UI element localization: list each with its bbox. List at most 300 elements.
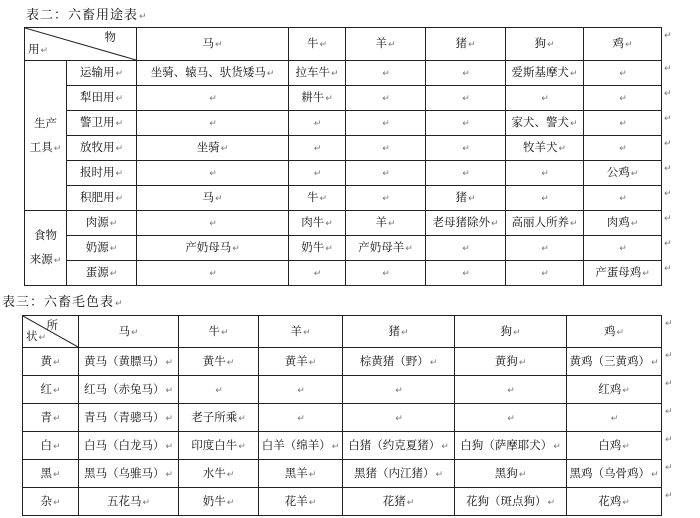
paragraph-mark: ↵ [226,357,235,368]
paragraph-mark: ↵ [52,497,61,508]
value-cell [584,211,662,236]
cell-text: 奶牛 [301,240,325,254]
header-row [23,316,662,348]
cell-text: 鸡 [612,36,624,50]
paragraph-mark: ↵ [622,441,630,452]
value-cell [259,488,343,516]
paragraph-mark: ↵ [52,441,61,452]
paragraph-mark: ↵ [115,169,124,179]
row-end-paragraph-mark: ↵ [665,319,673,329]
value-cell [584,236,662,261]
paragraph-mark: ↵ [382,194,390,204]
corner-top-label: 物 [104,30,116,44]
paragraph-mark: ↵ [518,357,527,368]
paragraph-mark: ↵ [209,169,217,179]
table-row [23,432,662,460]
paragraph-mark: ↵ [238,413,246,424]
animal-header-牛 [179,316,259,348]
value-cell [289,136,346,161]
table-row [25,261,662,286]
cell-text: 五花马 [106,493,142,508]
cell-text: 水牛 [202,465,226,480]
cell-text: 牛 [208,323,220,338]
row-end-paragraph-mark: ↵ [664,164,672,174]
paragraph-mark: ↵ [462,94,470,104]
value-cell [584,61,662,86]
value-cell [584,161,662,186]
value-cell [426,86,506,111]
category-line: 生产 [34,115,57,130]
value-cell [426,261,506,286]
paragraph-mark: ↵ [541,94,549,104]
paragraph-mark: ↵ [395,413,403,424]
color-label-cell [23,488,79,516]
value-cell [567,404,662,432]
value-cell [426,61,506,86]
cell-text: 公鸡 [606,165,630,179]
value-cell [455,488,567,516]
cell-text: 棕黄猪（野） [359,353,429,368]
value-cell [179,376,259,404]
paragraph-mark: ↵ [165,413,174,424]
paragraph-mark: ↵ [512,327,521,338]
cell-text: 高丽人所养 [511,215,569,229]
paragraph-mark: ↵ [308,469,317,480]
paragraph-mark: ↵ [541,244,549,254]
paragraph-mark: ↵ [130,327,139,338]
paragraph-mark: ↵ [624,40,633,50]
value-cell [567,488,662,516]
cell-text: 猪 [388,323,400,338]
paragraph-mark: ↵ [558,144,567,154]
paragraph-mark: ↵ [52,469,61,480]
table-row [25,236,662,261]
paragraph-mark: ↵ [325,219,333,229]
row-end-paragraph-mark: ↵ [664,64,672,74]
cell-text: 爱斯基摩犬 [511,65,569,79]
value-cell [426,161,506,186]
value-cell [179,432,259,460]
cell-text: 白羊（绵羊） [261,437,331,452]
cell-text: 坐骑、辕马、驮货矮马 [150,65,266,79]
paragraph-mark: ↵ [541,169,549,179]
cell-text: 放牧用 [79,140,115,154]
animal-header-狗 [506,28,584,61]
table-row [25,186,662,211]
paragraph-mark: ↵ [109,269,118,279]
value-cell [289,61,346,86]
row-end-paragraph-mark: ↵ [665,407,673,417]
caption-text: 表三：六畜毛色表 [2,295,115,310]
paragraph-mark: ↵ [331,441,340,452]
animal-header-羊 [259,316,343,348]
paragraph-mark: ↵ [53,256,62,266]
cell-text: 积肥用 [79,190,115,204]
cell-text: 犁田用 [79,90,115,104]
category-line: 工具↵ [29,139,62,154]
cell-text: 报时用 [79,165,115,179]
value-cell [455,460,567,488]
paragraph-mark: ↵ [405,244,413,254]
value-cell [179,460,259,488]
row-end-paragraph-mark: ↵ [665,435,673,445]
value-cell [455,376,567,404]
paragraph-mark: ↵ [209,219,217,229]
value-cell [179,488,259,516]
value-cell [259,348,343,376]
use-label-cell [67,211,137,236]
row-end-paragraph-mark: ↵ [664,31,672,41]
use-label-cell [67,136,137,161]
table-row [25,211,662,236]
paragraph-mark: ↵ [325,94,333,104]
value-cell [137,86,289,111]
color-label-cell [23,404,79,432]
value-cell [567,432,662,460]
paragraph-mark: ↵ [115,144,124,154]
paragraph-mark: ↵ [467,40,476,50]
category-line: 来源↵ [29,252,62,266]
cell-text: 羊 [375,215,387,229]
cell-text: 花鸡 [598,493,622,508]
table-row [23,488,662,516]
cell-text: 白 [40,437,52,452]
cell-text: 产奶母马 [185,240,232,254]
cell-text: 肉牛 [301,215,325,229]
value-cell [346,186,426,211]
paragraph-mark: ↵ [462,69,470,79]
cell-text: 警卫用 [79,115,115,129]
cell-text: 牛 [306,190,319,204]
paragraph-mark: ↵ [569,219,578,229]
table-row [25,86,662,111]
value-cell [506,61,584,86]
caption-text: 表二：六畜用途表 [26,8,139,23]
value-cell [346,236,426,261]
paragraph-mark: ↵ [382,69,390,79]
paragraph-mark: ↵ [266,69,275,79]
cell-text: 运输用 [79,65,115,79]
value-cell [426,111,506,136]
use-label-cell [67,261,137,286]
paragraph-mark: ↵ [616,327,625,338]
livestock-colors-table [22,315,662,516]
paragraph-mark: ↵ [302,327,311,338]
value-cell [79,488,179,516]
value-cell [79,404,179,432]
cell-text: 青 [40,409,52,424]
value-cell [137,211,289,236]
value-cell [259,432,343,460]
corner-header-cell [23,316,79,348]
value-cell [584,136,662,161]
paragraph-mark: ↵ [215,385,223,396]
paragraph-mark: ↵ [115,119,124,129]
cell-text: 黄马（黄膘马） [83,353,165,368]
paragraph-mark: ↵ [622,385,630,396]
paragraph-mark: ↵ [400,327,409,338]
cell-text: 花狗（斑点狗） [465,493,547,508]
value-cell [567,376,662,404]
paragraph-mark: ↵ [308,497,317,508]
paragraph-mark: ↵ [313,144,322,154]
row-end-paragraph-mark: ↵ [664,139,672,149]
value-cell [506,111,584,136]
row-end-paragraph-mark: ↵ [664,114,672,124]
paragraph-mark: ↵ [38,333,47,343]
table-row [23,376,662,404]
row-end-paragraph-mark: ↵ [665,379,673,389]
livestock-uses-table [24,27,662,286]
paragraph-mark: ↵ [382,119,390,129]
paragraph-mark: ↵ [313,169,322,179]
value-cell [289,186,346,211]
paragraph-mark: ↵ [435,469,444,480]
paragraph-mark: ↵ [518,469,527,480]
paragraph-mark: ↵ [387,219,396,229]
cell-text: 红马（赤兔马） [83,381,165,396]
cell-text: 白鸡 [598,437,622,452]
row-end-paragraph-mark: ↵ [665,351,673,361]
value-cell [346,136,426,161]
value-cell [584,261,662,286]
cell-text: 羊 [290,323,302,338]
cell-text: 蛋源 [85,265,109,279]
cell-text: 黄狗 [494,353,518,368]
cell-text: 红鸡 [598,381,622,396]
row-end-paragraph-mark: ↵ [665,463,673,473]
table-row [25,111,662,136]
color-label-cell [23,432,79,460]
paragraph-mark: ↵ [382,144,390,154]
value-cell [346,211,426,236]
value-cell [506,261,584,286]
paragraph-mark: ↵ [547,497,556,508]
color-label-cell [23,376,79,404]
paragraph-mark: ↵ [139,12,148,22]
value-cell [259,404,343,432]
row-end-paragraph-mark: ↵ [664,189,672,199]
color-label-cell [23,460,79,488]
value-cell [506,236,584,261]
cell-text: 家犬、警犬 [511,115,569,129]
value-cell [343,460,455,488]
value-cell [137,111,289,136]
cell-text: 马 [202,36,214,50]
table2-caption [26,4,148,23]
paragraph-mark: ↵ [382,269,390,279]
value-cell [137,61,289,86]
table-row [25,61,662,86]
cell-text: 肉源 [85,215,109,229]
paragraph-mark: ↵ [325,244,333,254]
paragraph-mark: ↵ [220,144,229,154]
value-cell [343,488,455,516]
value-cell [289,236,346,261]
category-cell [25,61,67,211]
cell-text: 牧羊犬 [522,140,558,154]
value-cell [137,186,289,211]
paragraph-mark: ↵ [569,119,578,129]
table3-caption [2,291,124,310]
value-cell [426,211,506,236]
corner-header-cell [25,28,137,61]
value-cell [346,61,426,86]
paragraph-mark: ↵ [238,441,246,452]
value-cell [584,111,662,136]
value-cell [567,460,662,488]
animal-header-牛 [289,28,346,61]
cell-text: 黄羊 [284,353,308,368]
paragraph-mark: ↵ [226,469,235,480]
value-cell [567,348,662,376]
value-cell [259,460,343,488]
row-end-paragraph-mark: ↵ [664,264,672,274]
cell-text: 产奶母羊 [358,240,405,254]
paragraph-mark: ↵ [610,413,619,424]
value-cell [346,111,426,136]
paragraph-mark: ↵ [650,357,659,368]
value-cell [179,404,259,432]
paragraph-mark: ↵ [209,94,217,104]
use-label-cell [67,61,137,86]
paragraph-mark: ↵ [53,143,62,154]
paragraph-mark: ↵ [395,385,403,396]
header-row [25,28,662,61]
cell-text: 马 [202,190,214,204]
paragraph-mark: ↵ [619,94,627,104]
paragraph-mark: ↵ [232,244,240,254]
value-cell [506,161,584,186]
paragraph-mark: ↵ [619,119,627,129]
category-cell [25,211,67,286]
use-label-cell [67,161,137,186]
cell-text: 奶牛 [202,493,226,508]
paragraph-mark: ↵ [490,219,499,229]
corner-bottom-label: 状↵ [26,329,47,343]
cell-text: 黑羊 [284,465,308,480]
paragraph-mark: ↵ [541,269,549,279]
paragraph-mark: ↵ [619,194,627,204]
cell-text: 马 [118,323,130,338]
paragraph-mark: ↵ [507,413,515,424]
paragraph-mark: ↵ [619,69,627,79]
paragraph-mark: ↵ [115,69,124,79]
table-row [23,404,662,432]
use-label-cell [67,186,137,211]
paragraph-mark: ↵ [382,94,390,104]
row-end-paragraph-mark: ↵ [664,239,672,249]
value-cell [455,348,567,376]
value-cell [137,236,289,261]
cell-text: 黑马（乌骓马） [83,465,165,480]
value-cell [343,348,455,376]
paragraph-mark: ↵ [619,244,627,254]
cell-text: 奶源 [85,240,109,254]
paragraph-mark: ↵ [297,413,305,424]
paragraph-mark: ↵ [214,40,223,50]
paragraph-mark: ↵ [115,299,124,309]
paragraph-mark: ↵ [319,194,328,204]
paragraph-mark: ↵ [382,169,390,179]
table-row [23,460,662,488]
value-cell [79,376,179,404]
value-cell [506,136,584,161]
cell-text: 狗 [534,36,546,50]
cell-text: 红 [40,381,52,396]
value-cell [426,186,506,211]
paragraph-mark: ↵ [406,497,415,508]
paragraph-mark: ↵ [507,385,515,396]
value-cell [289,161,346,186]
paragraph-mark: ↵ [115,94,124,104]
animal-header-猪 [343,316,455,348]
paragraph-mark: ↵ [109,219,118,229]
paragraph-mark: ↵ [165,469,174,480]
cell-text: 青马（青骢马） [83,409,165,424]
corner-top-label: 所 [46,318,58,332]
value-cell [346,261,426,286]
cell-text: 黑猪（内江猪） [353,465,435,480]
cell-text: 老母猪除外 [432,215,490,229]
cell-text: 耕牛 [301,90,325,104]
cell-text: 黑狗 [494,465,518,480]
animal-header-马 [79,316,179,348]
paragraph-mark: ↵ [553,441,561,452]
table-row [25,161,662,186]
paragraph-mark: ↵ [462,269,470,279]
row-end-paragraph-mark: ↵ [664,214,672,224]
value-cell [343,404,455,432]
value-cell [343,432,455,460]
value-cell [137,161,289,186]
table-row [23,348,662,376]
row-end-paragraph-mark: ↵ [665,491,673,501]
cell-text: 黑 [40,465,52,480]
cell-text: 牛 [306,36,319,50]
cell-text: 白猪（约克夏猪） [348,437,441,452]
paragraph-mark: ↵ [209,119,217,129]
cell-text: 拉车牛 [295,65,330,79]
value-cell [426,136,506,161]
corner-bottom-label: 用↵ [28,42,49,56]
cell-text: 鸡 [603,323,616,338]
paragraph-mark: ↵ [642,269,650,279]
paragraph-mark: ↵ [165,385,174,396]
value-cell [584,86,662,111]
paragraph-mark: ↵ [165,441,174,452]
row-end-paragraph-mark: ↵ [664,89,672,99]
paragraph-mark: ↵ [441,441,449,452]
value-cell [79,432,179,460]
paragraph-mark: ↵ [387,40,396,50]
value-cell [346,86,426,111]
value-cell [426,236,506,261]
paragraph-mark: ↵ [308,357,317,368]
paragraph-mark: ↵ [52,385,61,396]
paragraph-mark: ↵ [619,144,627,154]
value-cell [289,86,346,111]
paragraph-mark: ↵ [214,194,223,204]
use-label-cell [67,111,137,136]
value-cell [455,404,567,432]
animal-header-猪 [426,28,506,61]
animal-header-狗 [455,316,567,348]
category-line: 食物 [34,228,57,242]
paragraph-mark: ↵ [319,40,328,50]
cell-text: 印度白牛 [191,437,238,452]
paragraph-mark: ↵ [313,269,322,279]
